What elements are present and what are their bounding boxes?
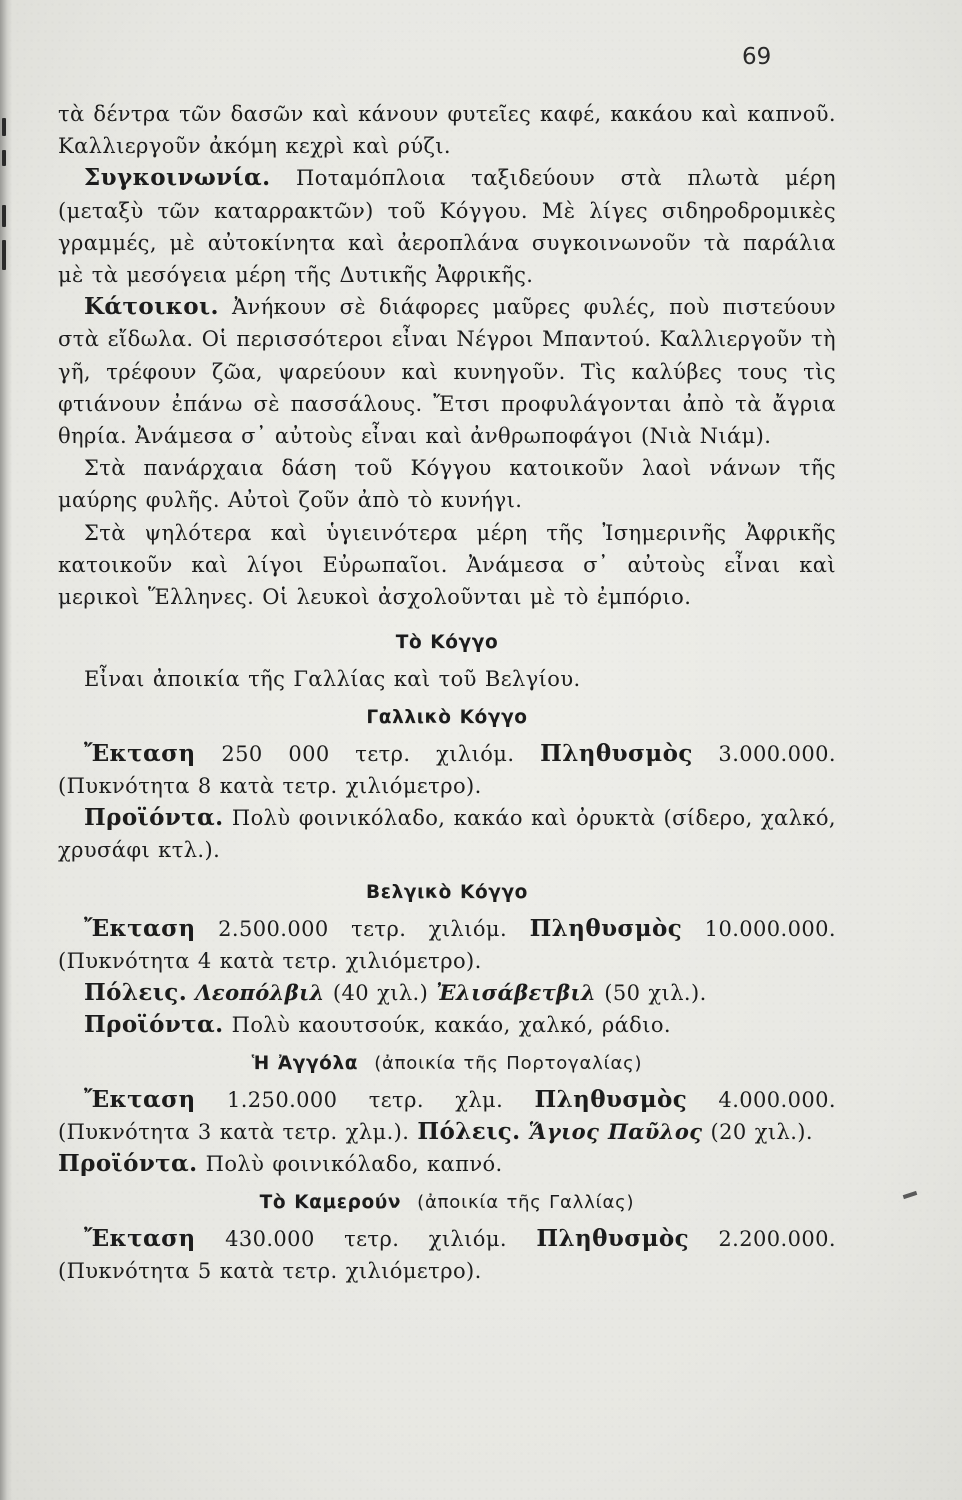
edge-mark xyxy=(2,205,6,227)
city-name: Ἐλισάβετβιλ xyxy=(436,980,597,1006)
term-population: Πληθυσμὸς xyxy=(529,914,683,942)
term-area: Ἔκταση xyxy=(84,1085,196,1113)
term-area: Ἔκταση xyxy=(84,1224,196,1252)
paragraph: Στὰ ψηλότερα καὶ ὑγιεινότερα μέρη τῆς Ἰσημερινῆς Ἀφρικῆς κατοικοῦν καὶ λίγοι Εὐρωπαῖοι. Ἀνάμεσα σ᾿ αὐτοὺς εἶναι καὶ μερικοὶ Ἕλληνες. Οἱ λευκοὶ ἀσχολοῦνται μὲ τὸ ἐμπόριο. xyxy=(58,520,836,610)
paragraph: τὰ δέντρα τῶν δασῶν καὶ κάνουν φυτεῖες καφέ, κακάου καὶ καπνοῦ. Καλλιεργοῦν ἀκόμη κεχρὶ καὶ ρύζι. xyxy=(58,102,836,159)
term-products: Προϊόντα. xyxy=(84,1011,224,1039)
term-area: Ἔκταση xyxy=(84,739,196,767)
city-name: Λεοπόλβιλ xyxy=(195,980,325,1006)
paragraph-stats: Ἔκταση 250 000 τετρ. χιλιόμ. Πληθυσμὸς 3.000.000. (Πυκνότητα 8 κατὰ τετρ. χιλιόμετρο). xyxy=(58,739,836,799)
term-heading: Κάτοικοι. xyxy=(84,293,219,321)
binding-edge xyxy=(0,0,12,1500)
section-heading-cameroon: Τὸ Καμερούν (ἀποικία τῆς Γαλλίας) xyxy=(259,1191,635,1213)
paragraph-inhabitants: Κάτοικοι. Ἀνήκουν σὲ διάφορες μαῦρες φυλές, ποὺ πιστεύουν στὰ εἴδωλα. Οἱ περισσότεροι εἶναι Νέγροι Μπαντού. Καλλιεργοῦν τὴ γῆ, τρέφουν ζῶα, ψαρεύουν καὶ κυνηγοῦν. Τὶς καλύβες τους τὶς φτιάνουν ἐπάνω σὲ πασσάλους. Ἔτσι προφυλάγονται ἀπὸ τὰ ἄγρια θηρία. Ἀνάμεσα σ᾿ αὐτοὺς εἶναι καὶ ἀνθρωποφάγοι (Νιὰ Νιάμ). xyxy=(58,293,836,449)
edge-mark xyxy=(2,118,6,136)
term-population: Πληθυσμὸς xyxy=(540,739,693,767)
page-number: 69 xyxy=(742,44,772,70)
paragraph: Στὰ πανάρχαια δάση τοῦ Κόγγου κατοικοῦν λαοὶ νάνων τῆς μαύρης φυλῆς. Αὐτοὶ ζοῦν ἀπὸ τὸ κυνήγι. xyxy=(58,456,836,513)
paragraph-stats: Ἔκταση 1.250.000 τετρ. χλμ. Πληθυσμὸς 4.000.000. (Πυκνότητα 3 κατὰ τετρ. χλμ.). Πόλεις. Ἅγιος Παῦλος (20 χιλ.). xyxy=(58,1085,836,1146)
ink-mark xyxy=(903,1191,918,1199)
paragraph-products: Προϊόντα. Πολὺ φοινικόλαδο, κακάο καὶ ὀρυκτὰ (σίδερο, χαλκό, χρυσάφι κτλ.). xyxy=(58,804,836,863)
paragraph-transport: Συγκοινωνία. Ποταμόπλοια ταξιδεύουν στὰ πλωτὰ μέρη (μεταξὺ τῶν καταρρακτῶν) τοῦ Κόγγου. Μὲ λίγες σιδηροδρομικὲς γραμμές, μὲ αὐτοκίνητα καὶ ἀεροπλάνα συγκοινωνοῦν τὰ παράλια μὲ τὰ μεσόγεια μέρη τῆς Δυτικῆς Ἀφρικῆς. xyxy=(58,164,836,288)
section-heading-congo: Τὸ Κόγγο xyxy=(395,632,499,654)
term-population: Πληθυσμὸς xyxy=(536,1224,689,1252)
section-heading-french-congo: Γαλλικὸ Κόγγο xyxy=(366,706,528,728)
paragraph-products: Προϊόντα. Πολὺ καουτσούκ, κακάο, χαλκό, ράδιο. xyxy=(84,1011,671,1039)
term-products: Προϊόντα. xyxy=(58,1150,198,1178)
paragraph: Εἶναι ἀποικία τῆς Γαλλίας καὶ τοῦ Βελγίου. xyxy=(84,667,581,692)
edge-mark xyxy=(2,150,6,166)
term-heading: Συγκοινωνία. xyxy=(84,164,271,192)
paragraph-products: Προϊόντα. Πολὺ φοινικόλαδο, καπνό. xyxy=(58,1150,503,1178)
term-cities: Πόλεις. xyxy=(84,979,188,1007)
paragraph-stats: Ἔκταση 430.000 τετρ. χιλιόμ. Πληθυσμὸς 2.200.000. (Πυκνότητα 5 κατὰ τετρ. χιλιόμετρο). xyxy=(58,1224,836,1283)
term-population: Πληθυσμὸς xyxy=(534,1085,688,1113)
paragraph-cities: Πόλεις. Λεοπόλβιλ (40 χιλ.) Ἐλισάβετβιλ (50 χιλ.). xyxy=(84,979,707,1007)
edge-mark xyxy=(2,240,6,270)
term-area: Ἔκταση xyxy=(84,914,196,942)
term-cities: Πόλεις. xyxy=(417,1118,521,1146)
paragraph-stats: Ἔκταση 2.500.000 τετρ. χιλιόμ. Πληθυσμὸς 10.000.000. (Πυκνότητα 4 κατὰ τετρ. χιλιόμετρο). xyxy=(58,914,836,974)
section-heading-angola: Ἡ Ἀγγόλα (ἀποικία τῆς Πορτογαλίας) xyxy=(251,1052,643,1074)
body-text xyxy=(58,98,836,1287)
city-name: Ἅγιος Παῦλος xyxy=(528,1119,703,1145)
section-heading-belgian-congo: Βελγικὸ Κόγγο xyxy=(366,881,528,903)
term-products: Προϊόντα. xyxy=(84,804,224,832)
